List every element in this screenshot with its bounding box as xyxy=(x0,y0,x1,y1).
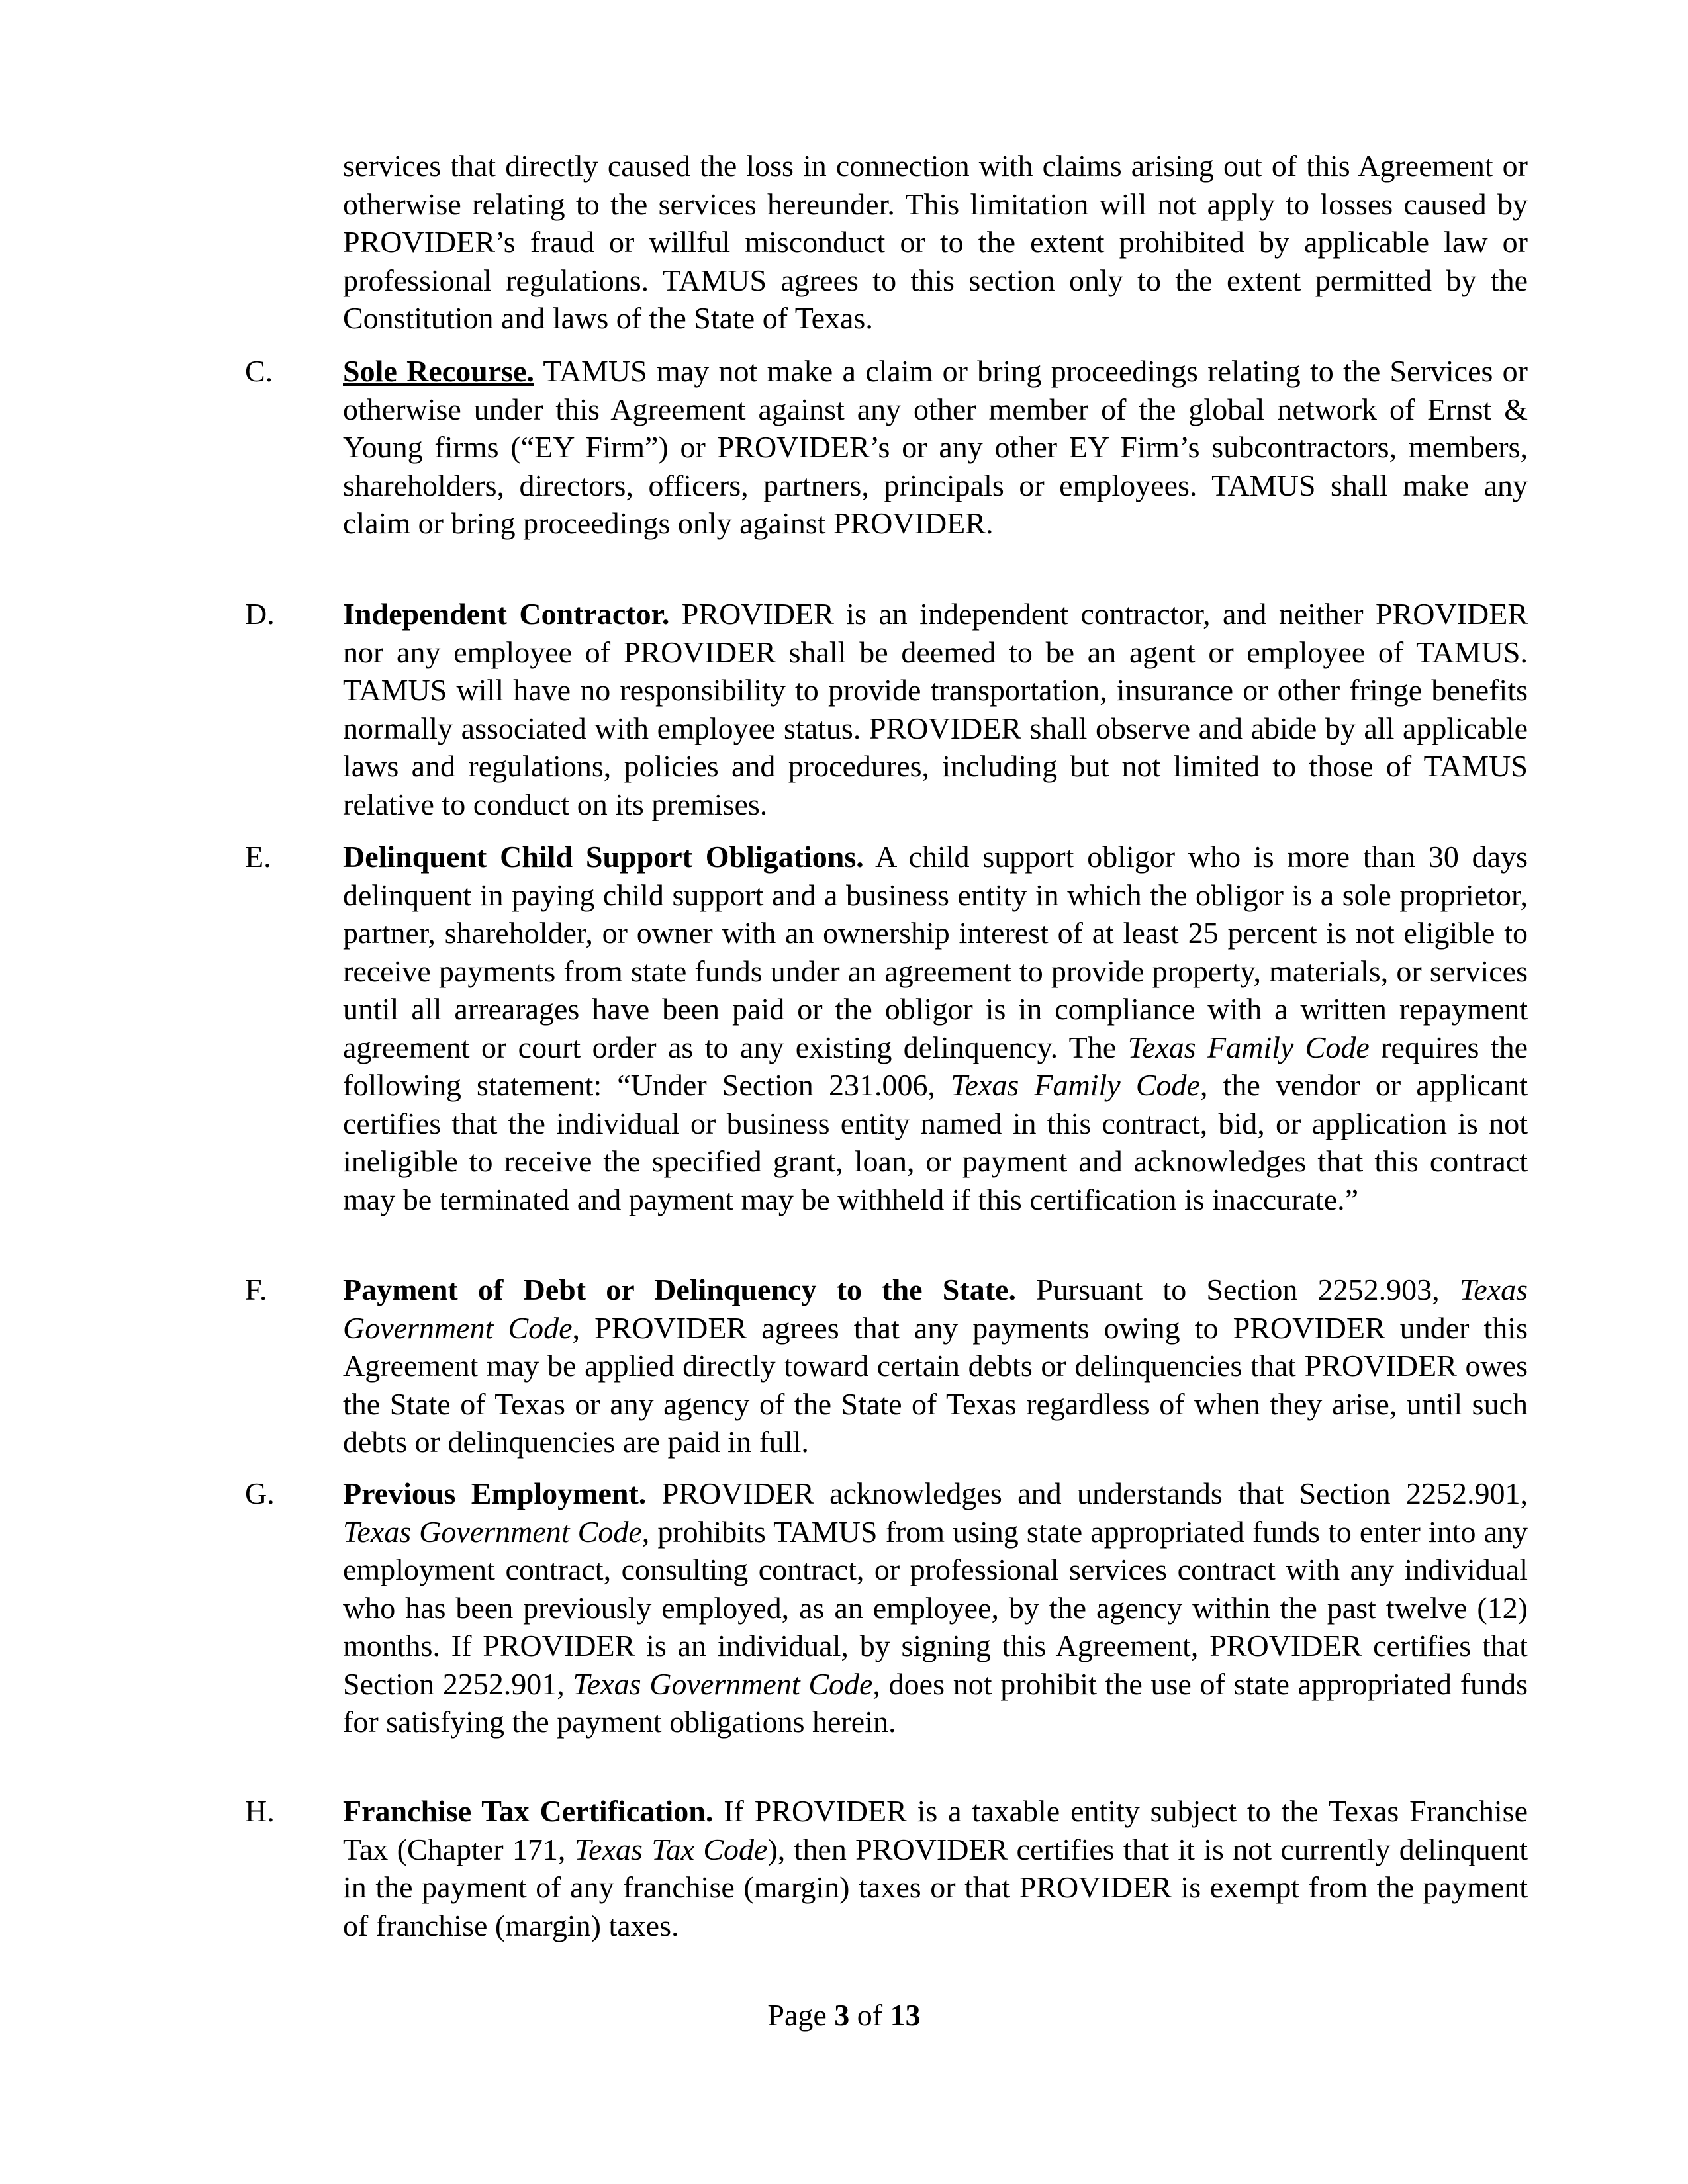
section-text: requires the following statement: “Under Section 231.006, xyxy=(343,1030,1528,1102)
section-heading: Franchise Tax Certification. xyxy=(343,1794,714,1828)
section-letter: C. xyxy=(245,354,273,388)
statute-name: Texas Government Code xyxy=(343,1273,1528,1345)
page-number-separator: of xyxy=(849,1998,890,2032)
section-text: does not prohibit the use of state appropriated funds for satisfying the payment obligations herein. xyxy=(343,1666,1528,1739)
section-text: , the vendor or applicant certifies that the individual or business entity named in this contract, bid, or application is not ineligible to receive the specified grant, loan, or payment and acknowledges that this contract may be terminated and payment may be withheld if this certification is inaccurate.” xyxy=(343,1068,1528,1216)
section-heading: Independent Contractor. xyxy=(343,597,670,631)
section-text: PROVIDER is an independent contractor, and neither PROVIDER nor any employee of PROVIDER shall be deemed to be an agent or employee of TAMUS. TAMUS will have no responsibility to provide transportation, insurance or other fringe benefits normally associated with employee status. PROVIDER shall observe and abide by all applicable laws and regulations, policies and procedures, including but not limited to those of TAMUS relative to conduct on its premises. xyxy=(343,597,1528,821)
section-letter: G. xyxy=(245,1477,275,1510)
statute-name: Texas Government Code, xyxy=(573,1666,880,1701)
section-body xyxy=(343,838,1528,1218)
section-body xyxy=(343,1475,1528,1741)
section-heading: Sole Recourse. xyxy=(343,354,534,388)
statute-name: Texas Family Code xyxy=(951,1068,1200,1102)
statute-name: Texas Family Code xyxy=(1127,1030,1370,1064)
section-letter: F. xyxy=(245,1273,267,1306)
section-text: Pursuant to Section 2252.903, xyxy=(1015,1273,1460,1306)
continued-paragraph: services that directly caused the loss in connection with claims arising out of this Agreement or otherwise relating to the services hereunder. This limitation will not apply to losses caused by PROVIDER’s fraud or willful misconduct or to the extent prohibited by applicable law or professional regulations. TAMUS agrees to this section only to the extent permitted by the Constitution and laws of the State of Texas. xyxy=(343,149,1528,335)
total-page-count: 13 xyxy=(890,1998,921,2032)
section-letter: E. xyxy=(245,840,271,874)
section-body xyxy=(343,1271,1528,1461)
section-text: If PROVIDER is a taxable entity subject to the Texas Franchise Tax (Chapter 171, xyxy=(343,1794,1528,1866)
section-heading: Previous Employment. xyxy=(343,1477,647,1510)
section-text: ), then PROVIDER certifies that it is not currently delinquent in the payment of any franchise (margin) taxes or that PROVIDER is exempt from the payment of franchise (margin) taxes. xyxy=(343,1832,1528,1942)
section-heading: Payment of Debt or Delinquency to the State. xyxy=(343,1273,1016,1306)
page-number-prefix: Page xyxy=(767,1998,835,2032)
statute-name: Texas Tax Code xyxy=(574,1832,768,1866)
current-page-number: 3 xyxy=(834,1998,850,2032)
section-letter: H. xyxy=(245,1794,275,1828)
section-text: A child support obligor who is more than 30 days delinquent in paying child support and a business entity in which the obligor is a sole proprietor, partner, shareholder, or owner with an ownership interest of at least 25 percent is not eligible to receive payments from state funds under an agreement to provide property, materials, or services until all arrearages have been paid or the obligor is in compliance with a written repayment agreement or court order as to any existing delinquency. The xyxy=(343,840,1528,1064)
page-footer xyxy=(0,1996,1688,2034)
section-letter: D. xyxy=(245,597,275,631)
section-body xyxy=(343,595,1528,823)
section-text: TAMUS may not make a claim or bring proceedings relating to the Services or otherwise under this Agreement against any other member of the global network of Ernst & Young firms (“EY Firm”) or PROVIDER’s or any other EY Firm’s subcontractors, members, shareholders, directors, officers, partners, principals or employees. TAMUS shall make any claim or bring proceedings only against PROVIDER. xyxy=(343,354,1528,540)
section-body xyxy=(343,1792,1528,1944)
statute-name: Texas Government Code xyxy=(343,1514,642,1549)
section-text: PROVIDER acknowledges and understands that Section 2252.901, xyxy=(646,1477,1528,1510)
section-heading: Delinquent Child Support Obligations. xyxy=(343,840,864,874)
section-text: , prohibits TAMUS from using state appropriated funds to enter into any employment contract, consulting contract, or professional services contract with any individual who has been previously employed, as an employee, by the agency within the past twelve (12) months. If PROVIDER is an individual, by signing this Agreement, PROVIDER certifies that Section 2252.901, xyxy=(343,1514,1528,1701)
section-text: , PROVIDER agrees that any payments owing to PROVIDER under this Agreement may be applied directly toward certain debts or delinquencies that PROVIDER owes the State of Texas or any agency of the State of Texas regardless of when they arise, until such debts or delinquencies are paid in full. xyxy=(343,1310,1528,1459)
section-body xyxy=(343,352,1528,543)
